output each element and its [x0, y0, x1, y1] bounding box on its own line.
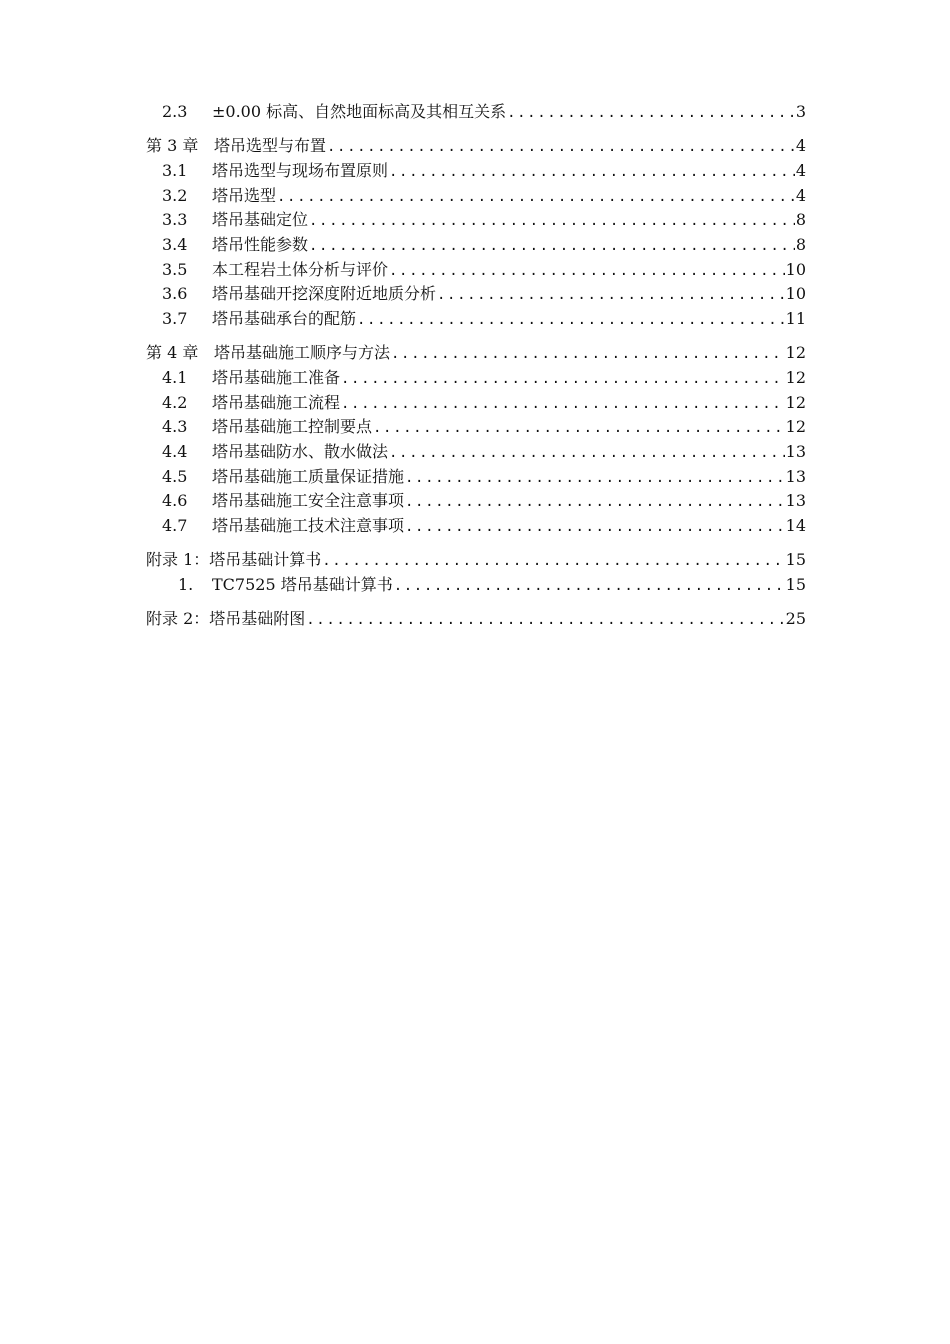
toc-entry-title: 塔吊基础定位 [212, 210, 309, 230]
toc-section-entry[interactable] [146, 159, 806, 184]
toc-section-entry[interactable] [146, 307, 806, 332]
toc-entry-title: 塔吊基础施工顺序与方法 [214, 343, 391, 363]
toc-page-number: 12 [785, 417, 806, 437]
toc-page-number: 15 [785, 574, 806, 594]
toc-dot-leader [322, 549, 784, 574]
toc-entry-number: 4.5 [162, 466, 188, 486]
toc-page-number: 4 [795, 136, 806, 156]
toc-section-entry[interactable] [146, 514, 806, 539]
toc-section-entry[interactable] [146, 208, 806, 233]
toc-chapter-entry[interactable] [146, 548, 806, 573]
toc-entry-number: 4.2 [162, 392, 188, 412]
toc-page-number: 12 [785, 392, 806, 412]
toc-dot-leader [389, 441, 785, 466]
toc-entry-number: 4.6 [162, 491, 188, 511]
toc-dot-leader [309, 234, 795, 259]
toc-entry-title: 塔吊选型与现场布置原则 [212, 160, 389, 180]
toc-section-entry[interactable] [146, 366, 806, 391]
toc-dot-leader [277, 185, 795, 210]
toc-page-number: 3 [795, 102, 806, 121]
toc-section-entry[interactable] [146, 184, 806, 209]
toc-entry-number: 3.6 [162, 284, 188, 304]
toc-section-entry[interactable] [146, 100, 806, 125]
toc-section-entry[interactable] [146, 233, 806, 258]
toc-chapter-entry[interactable] [146, 134, 806, 159]
toc-entry-title: 塔吊性能参数 [212, 234, 309, 254]
toc-dot-leader [373, 416, 785, 441]
toc-dot-leader [389, 259, 785, 284]
toc-entry-title: 塔吊选型与布置 [214, 136, 327, 156]
toc-page-number: 13 [785, 491, 806, 511]
toc-dot-leader [405, 466, 785, 491]
toc-entry-number: 4.3 [162, 417, 188, 437]
toc-dot-leader [391, 342, 785, 367]
toc-dot-leader [309, 209, 795, 234]
toc-dot-leader [405, 490, 785, 515]
toc-page-number: 4 [795, 160, 806, 180]
toc-dot-leader [357, 308, 785, 333]
toc-entry-title: 本工程岩土体分析与评价 [212, 259, 389, 279]
toc-dot-leader [394, 574, 785, 599]
toc-section-entry[interactable] [146, 415, 806, 440]
toc-chapter-entry[interactable] [146, 607, 806, 632]
toc-entry-number: 3.4 [162, 234, 188, 254]
toc-entry-title: 塔吊基础施工质量保证措施 [212, 466, 405, 486]
toc-page-number: 13 [785, 466, 806, 486]
toc-entry-title: 塔吊选型 [212, 185, 277, 205]
toc-entry-number: 3.3 [162, 210, 188, 230]
toc-page-number: 10 [785, 259, 806, 279]
toc-entry-title: 塔吊基础开挖深度附近地质分析 [212, 284, 437, 304]
toc-entry-title: 塔吊基础施工准备 [212, 367, 341, 387]
toc-section-entry[interactable] [146, 489, 806, 514]
toc-entry-number: 4.7 [162, 516, 188, 535]
toc-section-entry[interactable] [146, 258, 806, 283]
toc-entry-title: ±0.00 标高、自然地面标高及其相互关系 [212, 102, 507, 121]
toc-chapter-entry[interactable] [146, 341, 806, 366]
toc-entry-number: 3.2 [162, 185, 188, 205]
toc-dot-leader [507, 101, 795, 126]
toc-dot-leader [341, 392, 785, 417]
toc-page-number: 8 [795, 234, 806, 254]
toc-entry-title: 塔吊基础施工技术注意事项 [212, 516, 405, 535]
toc-section-entry[interactable] [146, 573, 806, 598]
toc-entry-title: 塔吊基础施工流程 [212, 392, 341, 412]
toc-entry-number: 第 3 章 [146, 136, 199, 156]
toc-dot-leader [341, 367, 785, 392]
toc-entry-number: 1. [178, 574, 194, 594]
toc-entry-number: 4.1 [162, 367, 188, 387]
toc-dot-leader [306, 608, 784, 633]
toc-page-number: 4 [795, 185, 806, 205]
toc-entry-title: 塔吊基础施工安全注意事项 [212, 491, 405, 511]
toc-page-number: 14 [785, 516, 806, 535]
table-of-contents [146, 100, 806, 632]
toc-page-number: 8 [795, 210, 806, 230]
toc-entry-number: 3.5 [162, 259, 188, 279]
toc-dot-leader [405, 515, 785, 540]
toc-entry-number: 3.1 [162, 160, 188, 180]
toc-entry-number: 4.4 [162, 441, 188, 461]
toc-section-entry[interactable] [146, 282, 806, 307]
toc-dot-leader [327, 135, 795, 160]
toc-page-number: 12 [785, 367, 806, 387]
toc-page-number: 12 [785, 343, 806, 363]
toc-entry-title: 附录 1：塔吊基础计算书 [146, 550, 322, 570]
toc-entry-number: 2.3 [162, 102, 188, 121]
toc-page-number: 10 [785, 284, 806, 304]
toc-entry-title: 附录 2：塔吊基础附图 [146, 609, 306, 629]
toc-entry-title: 塔吊基础施工控制要点 [212, 417, 373, 437]
toc-page-number: 11 [785, 309, 806, 328]
toc-dot-leader [389, 160, 795, 185]
toc-section-entry[interactable] [146, 440, 806, 465]
toc-entry-title: 塔吊基础承台的配筋 [212, 309, 357, 328]
toc-page-number: 15 [785, 550, 806, 570]
toc-section-entry[interactable] [146, 391, 806, 416]
toc-entry-number: 第 4 章 [146, 343, 199, 363]
toc-entry-number: 3.7 [162, 309, 188, 328]
toc-entry-title: 塔吊基础防水、散水做法 [212, 441, 389, 461]
toc-page-number: 25 [785, 609, 806, 629]
toc-section-entry[interactable] [146, 465, 806, 490]
toc-page-number: 13 [785, 441, 806, 461]
toc-entry-title: TC7525 塔吊基础计算书 [212, 574, 393, 594]
toc-dot-leader [437, 283, 785, 308]
